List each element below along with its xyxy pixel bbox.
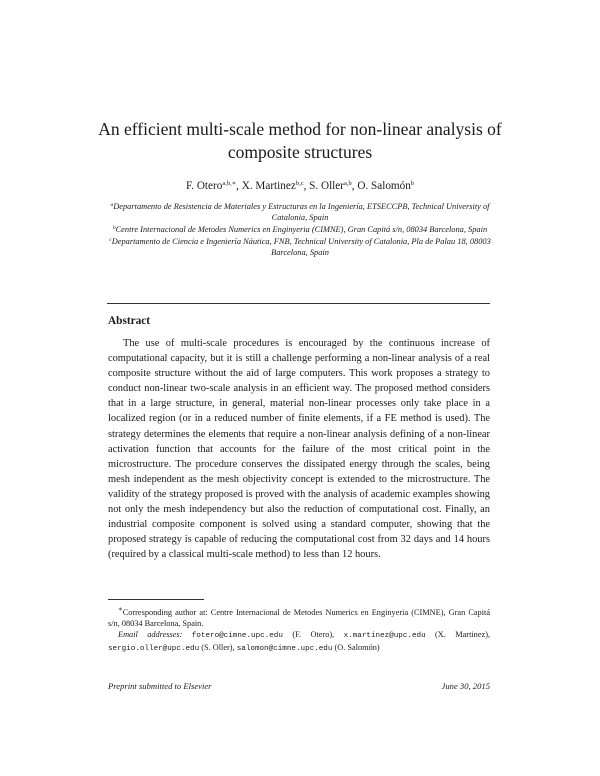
- email-label: Email addresses:: [118, 630, 183, 640]
- author: O. Salomón: [357, 180, 411, 192]
- affiliation-mark: a: [110, 202, 114, 208]
- abstract-body: The use of multi-scale procedures is encouraged by the continuous increase of computational capacity, but it is still a challenge performing a non-linear analysis of a real composite structure without the aid of large computers. This work proposes a strategy to conduct non-linear two-scale analysis in an efficient way. The proposed method considers that in a large structure, in general, material non-linear processes only take place in a localized region (or in a reduced number of finite elements, if a FE method is used). The strategy determines the elements that require a non-linear analysis defining of a non-linear activation function that accounts for the failure of the most critical point in the microstructure. The procedure conserves the dissipated energy through the scales, being mesh independent as the mesh objectivity concept is extended to the microstructure. The validity of the strategy proposed is proved with the analysis of academic examples showing not only the mesh independency but also the reduction of computational cost. Finally, an industrial composite component is solved using a standard computer, showing that the proposed strategy is capable of reducing the computational cost from 32 days and 14 hours (required by a classical multi-scale method) to less than 12 hours.: [108, 338, 490, 561]
- affiliations: [100, 200, 500, 258]
- affiliation-mark: c: [109, 237, 112, 244]
- affiliation-text: Centre Internacional de Metodes Numerics en Enginyeria (CIMNE), Gran Capitá s/n, 08034 Barcelona, Spain: [115, 225, 488, 235]
- email-owner: (O. Salomón): [334, 643, 380, 653]
- author-list: F. Otero$^{a,b,∗}$, X. Martinez$^{b,c}$, S. Oller$^{a,b}$, O. Salomón$^b$: [185, 180, 415, 192]
- author: F. Otero: [185, 180, 223, 192]
- footnote-rule: [108, 599, 204, 600]
- corresponding-author-note: [108, 604, 490, 629]
- email-link[interactable]: x.martinez@upc.edu: [343, 632, 426, 641]
- author-affil-marks: a,b,∗: [222, 180, 237, 187]
- paper-title: An efficient multi-scale method for non-linear analysis of composite structures: [98, 119, 502, 162]
- author-affil-marks: b: [410, 180, 415, 187]
- affiliation-mark: b: [112, 225, 116, 232]
- author-affil-marks: a,b: [343, 180, 352, 187]
- email-note: [108, 629, 490, 655]
- footnote-mark: ∗: [118, 606, 123, 613]
- page-footer: [108, 681, 490, 691]
- email-owner: (S. Oller),: [201, 643, 235, 653]
- author-affil-marks: b,c: [295, 180, 304, 187]
- author: S. Oller: [309, 180, 344, 192]
- corresponding-author-text: Corresponding author at: Centre Internacional de Metodes Numerics en Enginyeria (CIMNE), Gran Capitá s/n, 08034 Barcelona, Spain.: [108, 607, 490, 628]
- email-link[interactable]: fotero@cimne.upc.edu: [191, 632, 283, 641]
- author: X. Martinez: [241, 180, 296, 192]
- footnotes: [108, 604, 490, 656]
- affiliation: [100, 235, 500, 258]
- preprint-note: Preprint submitted to Elsevier: [108, 681, 212, 691]
- email-link[interactable]: salomon@cimne.upc.edu: [236, 645, 333, 654]
- affiliation-text: Departamento de Resistencia de Materiales y Estructuras en la Ingeniería, ETSECCPB, Technical University of Catalonia, Spain: [113, 202, 490, 223]
- email-owner: (X. Martinez),: [435, 630, 491, 640]
- affiliation: [100, 200, 500, 223]
- affiliation: [100, 223, 500, 235]
- email-link[interactable]: sergio.oller@upc.edu: [108, 645, 200, 654]
- abstract-heading: Abstract: [108, 315, 151, 327]
- affiliation-text: Departamento de Ciencia e Ingeniería Náutica, FNB, Technical University of Catalonia, Pla de Palau 18, 08003 Barcelona, Spain: [111, 237, 491, 258]
- preprint-date: June 30, 2015: [441, 681, 490, 691]
- header-rule: [107, 303, 490, 304]
- email-owner: (F. Otero),: [292, 630, 335, 640]
